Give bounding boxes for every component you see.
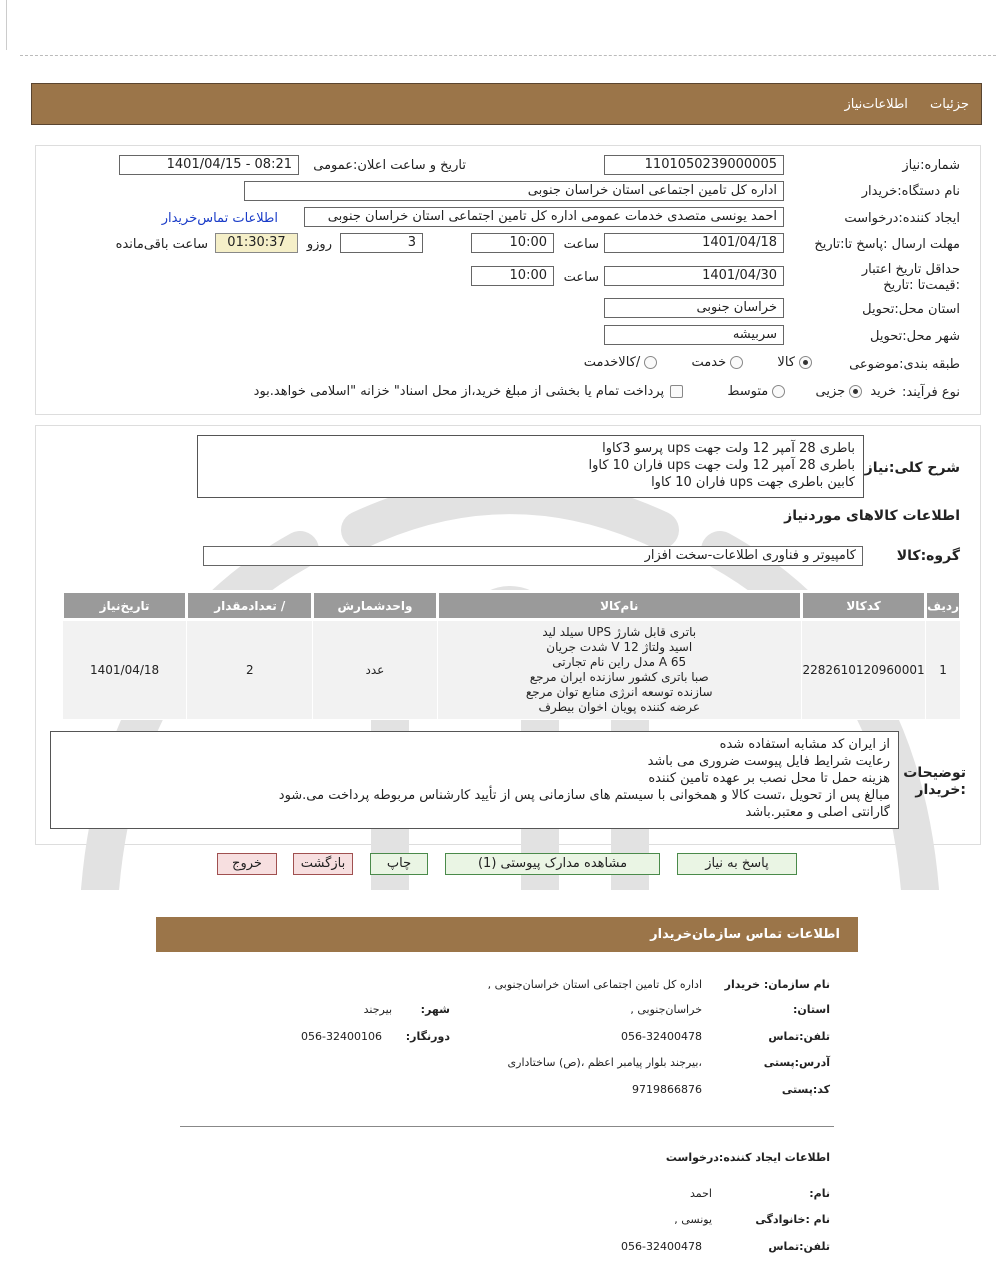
notes-line: رعایت شرایط فایل پیوست ضروری می باشد (647, 754, 890, 769)
tab-details[interactable]: جزئیات (930, 97, 969, 112)
group-label: گروه:کالا (896, 548, 960, 564)
org-label: نام سازمان: خریدار (724, 978, 830, 991)
process-label: نوع فرآیند: (902, 385, 960, 400)
name-value: احمد (690, 1187, 712, 1200)
postal-label: کد:پستی (781, 1083, 830, 1096)
table-row (63, 620, 961, 720)
col-row: ردیف (926, 592, 961, 620)
contact-info-link[interactable]: اطلاعات تماس‌خریدار (161, 211, 278, 226)
cell-qty: 2 (187, 620, 313, 720)
summary-line: باطری 28 آمپر 12 ولت جهت ups پرسو 3کاوا (602, 441, 855, 456)
phone-value: 056-32400478 (621, 1030, 702, 1043)
radio-service[interactable] (730, 356, 743, 369)
cell-date: 1401/04/18 (63, 620, 187, 720)
summary-box (197, 435, 864, 498)
summary-label: شرح کلی:نیاز (864, 460, 960, 476)
radio-goods-service-label: /کالاخدمت (583, 355, 641, 370)
attachments-button[interactable]: مشاهده مدارک پیوستی (1) (445, 853, 660, 875)
radio-service-label: خدمت (691, 355, 727, 370)
creator-field: احمد یونسی متصدی خدمات عمومی اداره کل تامین اجتماعی استان خراسان جنوبی (304, 207, 784, 227)
fax-value: 056-32400106 (301, 1030, 382, 1043)
cell-unit: عدد (313, 620, 437, 720)
buyer-label: نام دستگاه:خریدار (861, 184, 960, 199)
need-no-field: 1101050239000005 (604, 155, 784, 175)
category-radio-group (584, 355, 816, 370)
col-date: تاریخ‌نیاز (63, 592, 187, 620)
print-button[interactable]: چاپ (370, 853, 428, 875)
exit-button[interactable]: خروج (217, 853, 277, 875)
notes-line: گارانتی اصلی و معتبر.باشد (745, 805, 890, 820)
org-value: اداره کل تامین اجتماعی استان خراسان‌جنوبی , (487, 978, 702, 991)
left-border-line (6, 0, 7, 50)
creator-phone-value: 056-32400478 (621, 1240, 702, 1253)
province-field: خراسان جنوبی (604, 298, 784, 318)
province-c-label: استان: (793, 1003, 830, 1016)
col-unit: واحدشمارش (313, 592, 437, 620)
col-name: نام‌کالا (437, 592, 801, 620)
notes-line: مبالغ پس از تحویل ،تست کالا و همخوانی با سیستم های سازمانی پس از تأیید کارشناس مربوطه پرداخت می.شود (278, 788, 890, 803)
notes-label: توضیحات :خریدار (903, 765, 966, 798)
name-line: 65 A مدل راین نام تجارتی (552, 655, 687, 669)
creator-label: ایجاد کننده:درخواست (844, 211, 960, 226)
validity-label: حداقل تاریخ اعتبار :قیمت‌تا :تاریخ (861, 262, 960, 293)
treasury-checkbox[interactable] (670, 385, 683, 398)
tab-need-info[interactable]: اطلاعات‌نیاز (844, 97, 908, 112)
radio-partial-label: جزیی (815, 384, 846, 399)
need-no-label: شماره:نیاز (902, 158, 960, 173)
name-label: نام: (809, 1187, 830, 1200)
notes-line: هزینه حمل تا محل نصب بر عهده تامین کننده (648, 771, 890, 786)
deadline-date-field: 1401/04/18 (604, 233, 784, 253)
process-buy-label: خرید (870, 384, 896, 399)
days-label: روزو (306, 237, 332, 252)
province-c-value: خراسان‌جنوبی , (630, 1003, 702, 1016)
goods-info-heading: اطلاعات کالاهای موردنیاز (784, 508, 960, 524)
radio-goods-service[interactable] (644, 356, 657, 369)
validity-time-label: ساعت (563, 270, 599, 285)
province-label: استان محل:تحویل (862, 302, 960, 317)
validity-date-field: 1401/04/30 (604, 266, 784, 286)
remaining-timer: 01:30:37 (215, 233, 298, 253)
process-radio-group (254, 384, 896, 399)
family-label: نام :خانوادگی (755, 1213, 830, 1226)
name-line: اسید ولتاژ 12 V شدت جریان (546, 640, 693, 654)
contact-section-header: اطلاعات تماس سازمان‌خریدار (156, 917, 858, 952)
summary-line: باطری 28 آمپر 12 ولت جهت ups فاران 10 کاوا (588, 458, 855, 473)
radio-medium-label: متوسط (727, 384, 769, 399)
reply-button[interactable]: پاسخ به نیاز (677, 853, 797, 875)
postal-value: 9719866876 (632, 1083, 702, 1096)
radio-partial[interactable] (849, 385, 862, 398)
back-button[interactable]: بازگشت (293, 853, 353, 875)
payment-note: پرداخت تمام یا بخشی از مبلغ خرید،از محل اسناد" خزانه "اسلامی خواهد.بود (253, 384, 665, 399)
notes-line: از ایران کد مشابه استفاده شده (719, 737, 890, 752)
name-line: صبا باتری کشور سازنده ایران مرجع (529, 670, 709, 684)
address-label: آدرس:پستی (763, 1056, 830, 1069)
cell-code: 2282610120960001 (801, 620, 925, 720)
page-header (31, 83, 982, 125)
days-field: 3 (340, 233, 423, 253)
creator-section-title: اطلاعات ایجاد کننده:درخواست (665, 1151, 830, 1164)
buyer-field: اداره کل تامین اجتماعی استان خراسان جنوبی (244, 181, 784, 201)
remaining-label: ساعت باقی‌مانده (115, 237, 208, 252)
name-line: عرضه کننده پویان اخوان بیطرف (538, 700, 700, 714)
notes-box (50, 731, 899, 829)
radio-goods[interactable] (799, 356, 812, 369)
radio-medium[interactable] (772, 385, 785, 398)
name-line: باتری قابل شارژ UPS سیلد لید (542, 625, 697, 639)
city-label: شهر محل:تحویل (870, 329, 960, 344)
address-value: ،بیرجند بلوار پیامبر اعظم ،(ص) ساختاداری (507, 1056, 702, 1069)
contact-divider (180, 1126, 834, 1127)
summary-line: کابین باطری جهت ups فاران 10 کاوا (651, 475, 855, 490)
announce-label: تاریخ و ساعت اعلان:عمومی (313, 158, 466, 173)
cell-name (437, 620, 801, 720)
deadline-time-field: 10:00 (471, 233, 554, 253)
top-divider (20, 55, 996, 56)
goods-table (61, 590, 962, 720)
creator-phone-label: تلفن‌:تماس (768, 1240, 830, 1253)
radio-goods-label: کالا (777, 355, 795, 370)
announce-field: 1401/04/15 - 08:21 (119, 155, 299, 175)
deadline-label: مهلت ارسال :پاسخ تا:تاریخ (814, 237, 960, 252)
col-qty: / تعدادمقدار (187, 592, 313, 620)
validity-time-field: 10:00 (471, 266, 554, 286)
city-c-value: بیرجند (363, 1003, 392, 1016)
city-c-label: شهر: (420, 1003, 450, 1016)
city-field: سربیشه (604, 325, 784, 345)
deadline-time-label: ساعت (563, 237, 599, 252)
name-line: سازنده توسعه انرژی منابع توان مرجع (525, 685, 713, 699)
cell-row: 1 (926, 620, 961, 720)
fax-label: دورنگار: (405, 1030, 450, 1043)
group-field: کامپیوتر و فناوری اطلاعات-سخت افزار (203, 546, 863, 566)
family-value: یونسی , (674, 1213, 712, 1226)
col-code: کدکالا (801, 592, 925, 620)
phone-label: تلفن‌:تماس (768, 1030, 830, 1043)
category-label: طبقه بندی:موضوعی (849, 357, 960, 372)
